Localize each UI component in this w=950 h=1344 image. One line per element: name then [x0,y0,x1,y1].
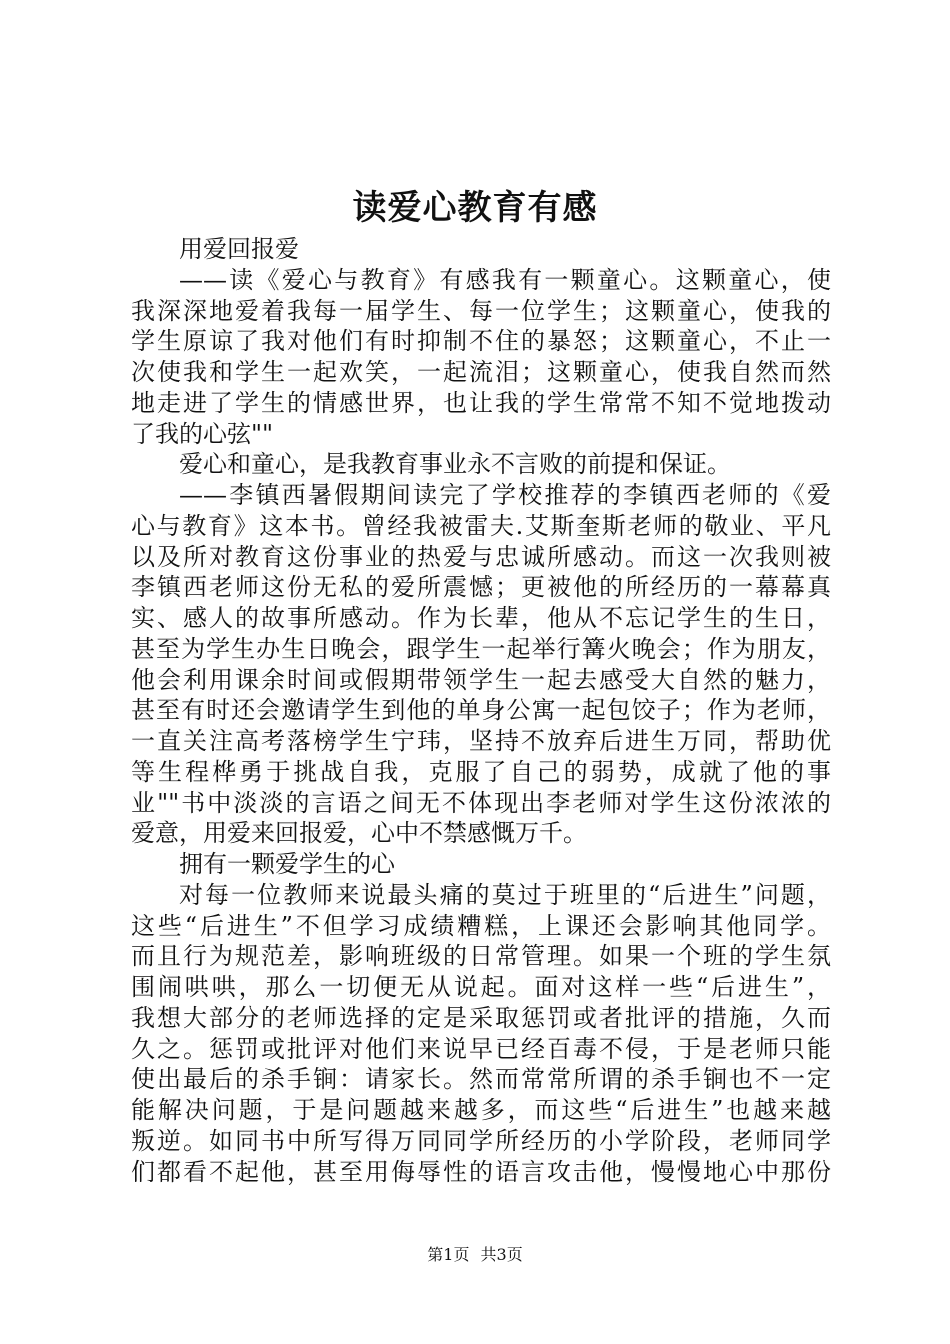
text-line: 次使我和学生一起欢笑，一起流泪；这颗童心，使我自然而然 [131,358,831,386]
text-line: 爱心和童心，是我教育事业永不言败的前提和保证。 [179,450,731,479]
text-line: 实、感人的故事所感动。作为长辈，他从不忘记学生的生日， [131,604,831,632]
page-footer [0,1245,950,1265]
text-line: 能解决问题，于是问题越来越多，而这些“后进生”也越来越 [131,1096,831,1124]
document-title: 读爱心教育有感 [352,188,598,228]
text-line: 爱意，用爱来回报爱，心中不禁感慨万千。 [131,819,587,848]
text-line: 我深深地爱着我每一届学生、每一位学生；这颗童心，使我的 [131,296,831,325]
text-line: 业""书中淡淡的言语之间无不体现出李老师对学生这份浓浓的 [131,788,831,817]
text-line: 而且行为规范差，影响班级的日常管理。如果一个班的学生氛 [131,942,831,971]
document-body [131,234,831,1187]
page-number: 第1页 [427,1245,470,1264]
text-line: 心与教育》这本书。曾经我被雷夫.艾斯奎斯老师的敬业、平凡 [131,511,831,540]
text-line: 了我的心弦"" [131,419,274,448]
text-line: 们都看不起他，甚至用侮辱性的语言攻击他，慢慢地心中那份 [131,1157,831,1186]
text-line: 他会利用课余时间或假期带领学生一起去感受大自然的魅力， [131,665,831,694]
section-heading: 拥有一颗爱学生的心 [179,850,395,878]
text-line: 这些“后进生”不但学习成绩糟糕，上课还会影响其他同学。 [131,911,831,940]
section-heading: 用爱回报爱 [179,235,299,263]
text-line: 以及所对教育这份事业的热爱与忠诚所感动。而这一次我则被 [131,542,831,571]
text-line: 等生程桦勇于挑战自我，克服了自己的弱势，成就了他的事 [131,757,831,786]
text-line: 地走进了学生的情感世界，也让我的学生常常不知不觉地拨动 [131,388,831,417]
text-line: ——李镇西暑假期间读完了学校推荐的李镇西老师的《爱 [179,481,831,509]
text-line: 使出最后的杀手锏：请家长。然而常常所谓的杀手锏也不一定 [131,1065,831,1094]
text-line: 对每一位教师来说最头痛的莫过于班里的“后进生”问题， [179,880,831,909]
text-line: 久之。惩罚或批评对他们来说早已经百毒不侵，于是老师只能 [131,1034,831,1063]
text-line: 李镇西老师这份无私的爱所震憾；更被他的所经历的一幕幕真 [131,573,831,602]
text-line: 围闹哄哄，那么一切便无从说起。面对这样一些“后进生”， [131,973,831,1001]
text-line: 我想大部分的老师选择的定是采取惩罚或者批评的措施，久而 [131,1003,831,1032]
text-line: 学生原谅了我对他们有时抑制不住的暴怒；这颗童心，不止一 [131,327,831,356]
text-line: 一直关注高考落榜学生宁玮，坚持不放弃后进生万同，帮助优 [131,727,831,755]
text-line: 甚至为学生办生日晚会，跟学生一起举行篝火晚会；作为朋友， [131,634,831,663]
text-line: 甚至有时还会邀请学生到他的单身公寓一起包饺子；作为老师， [131,696,831,725]
page-total: 共3页 [480,1245,523,1264]
text-line: ——读《爱心与教育》有感我有一颗童心。这颗童心，使 [179,265,831,294]
text-line: 叛逆。如同书中所写得万同同学所经历的小学阶段，老师同学 [131,1126,831,1155]
